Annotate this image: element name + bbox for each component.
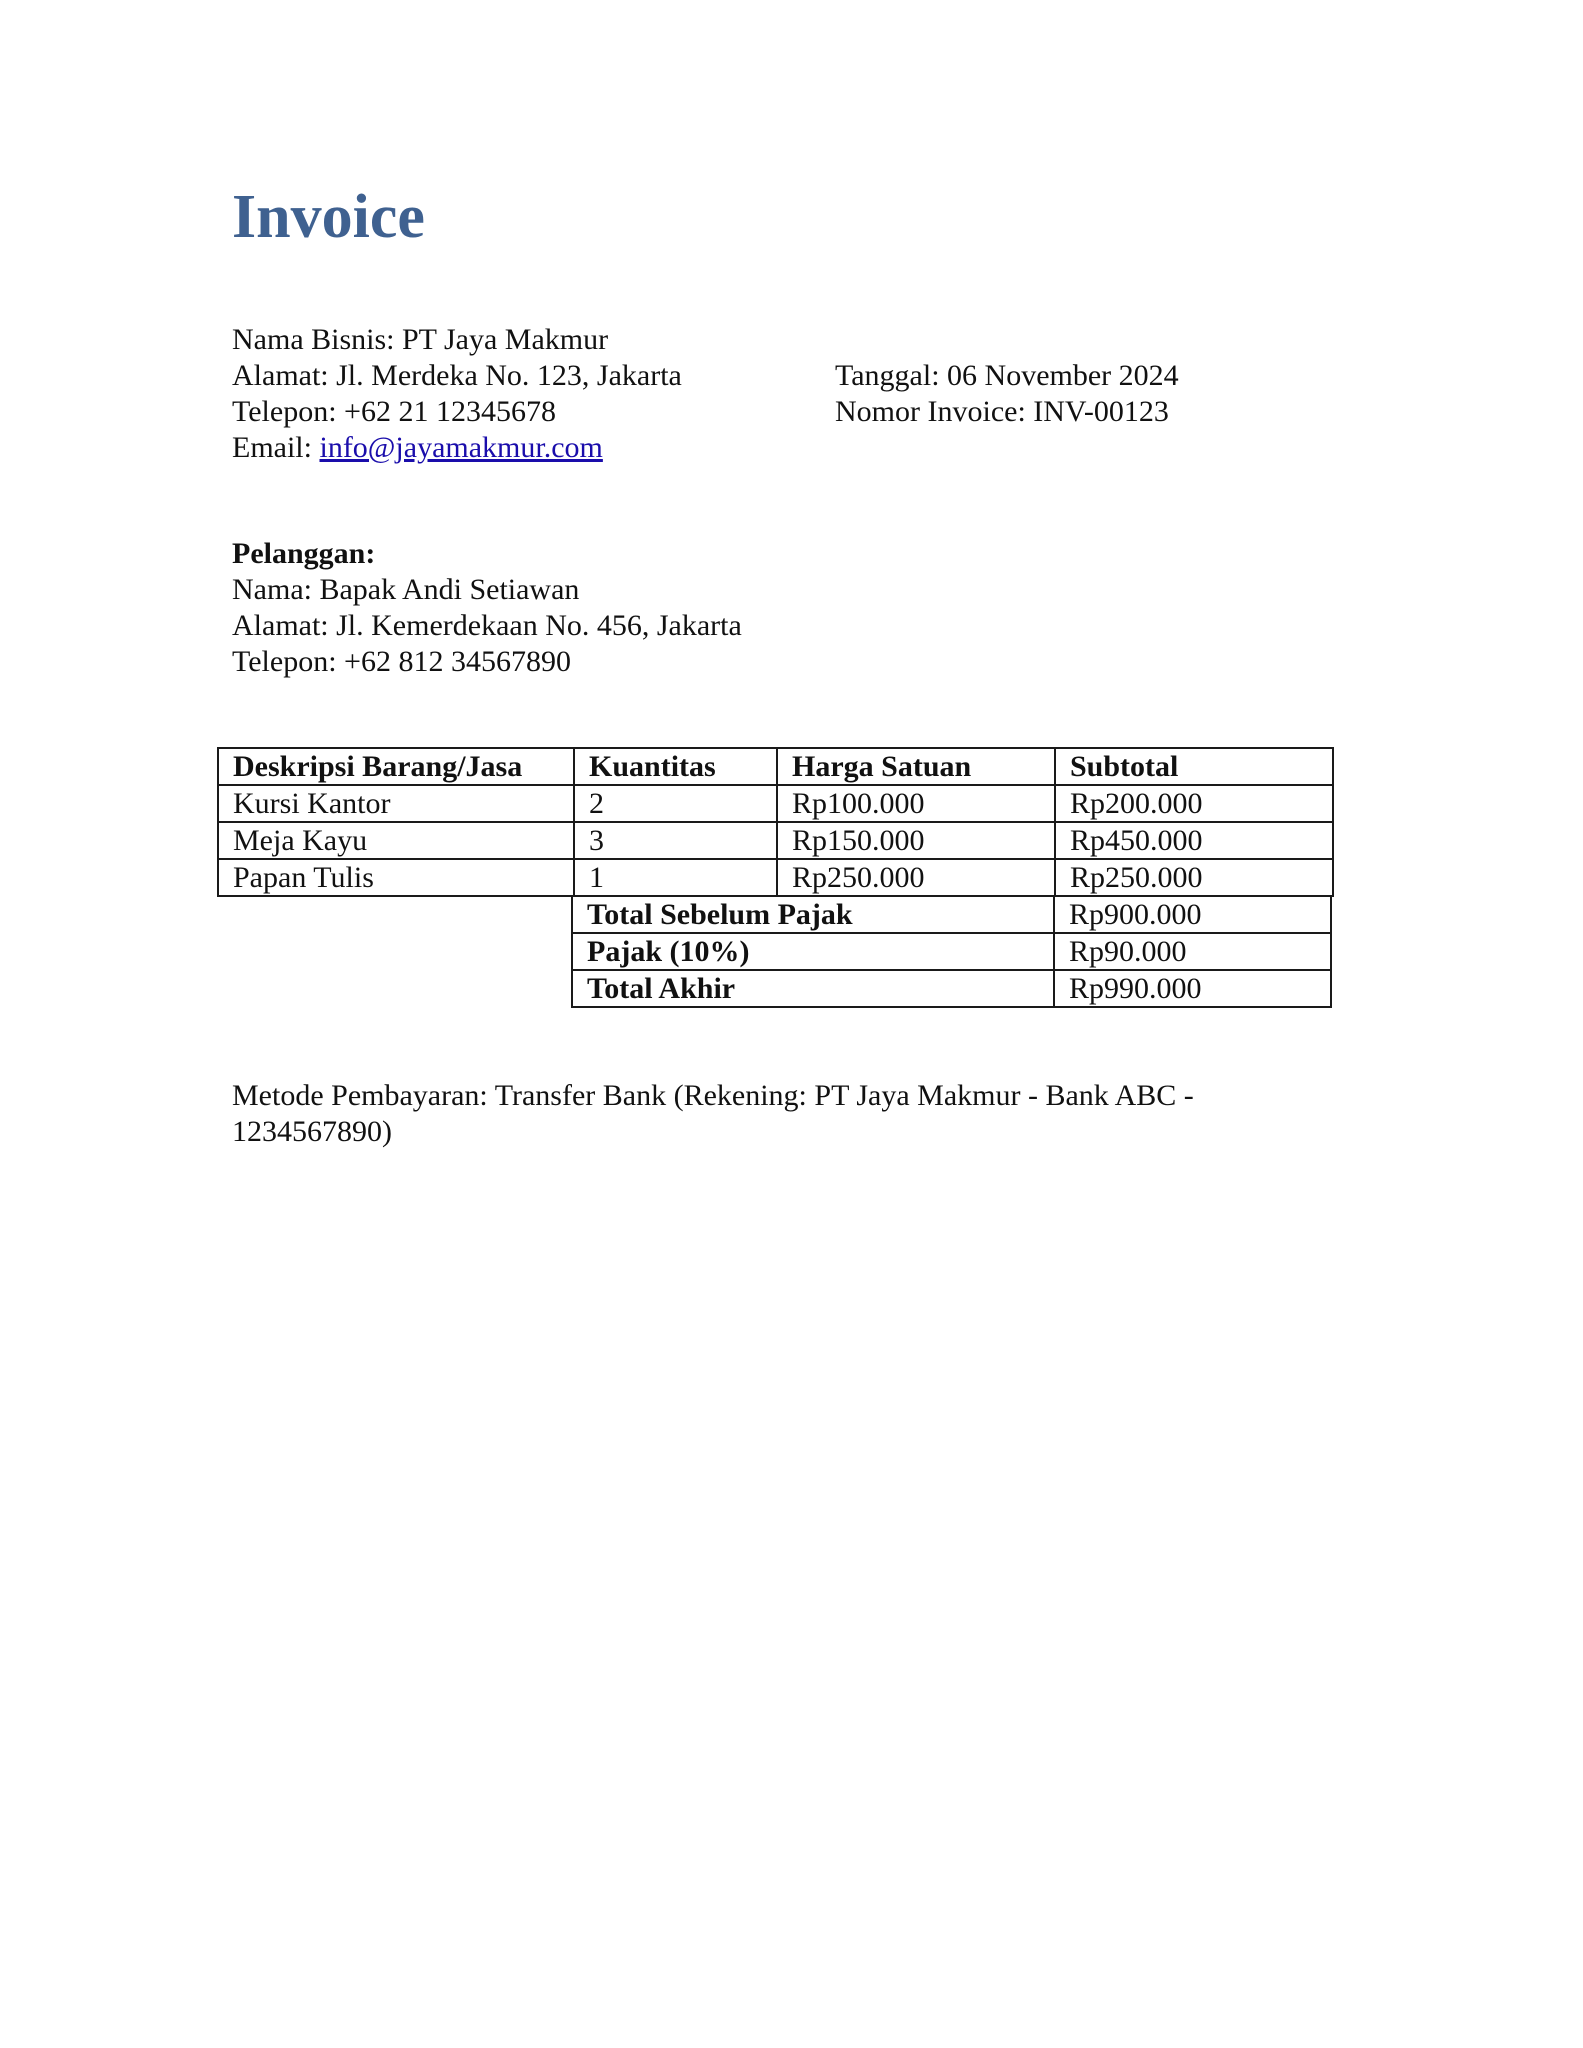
item-description: Papan Tulis — [218, 859, 574, 896]
item-unit-price: Rp150.000 — [777, 822, 1055, 859]
tax-value: Rp90.000 — [1054, 933, 1331, 970]
items-table — [217, 747, 1334, 897]
customer-name: Nama: Bapak Andi Setiawan — [232, 573, 580, 606]
total-before-tax-value: Rp900.000 — [1054, 896, 1331, 933]
totals-row — [572, 896, 1331, 933]
totals-row — [572, 970, 1331, 1007]
tax-label: Pajak (10%) — [572, 933, 1054, 970]
table-header-row — [218, 748, 1333, 785]
item-subtotal: Rp250.000 — [1055, 859, 1333, 896]
column-header-unit-price: Harga Satuan — [777, 748, 1055, 785]
table-row — [218, 785, 1333, 822]
item-description: Kursi Kantor — [218, 785, 574, 822]
business-name: Nama Bisnis: PT Jaya Makmur — [232, 323, 609, 356]
table-row — [218, 822, 1333, 859]
business-email-link[interactable]: info@jayamakmur.com — [319, 431, 603, 464]
business-info — [232, 322, 682, 466]
grand-total-label: Total Akhir — [572, 970, 1054, 1007]
grand-total-value: Rp990.000 — [1054, 970, 1331, 1007]
item-description: Meja Kayu — [218, 822, 574, 859]
business-address: Alamat: Jl. Merdeka No. 123, Jakarta — [232, 359, 682, 392]
business-phone: Telepon: +62 21 12345678 — [232, 395, 556, 428]
item-quantity: 3 — [574, 822, 777, 859]
customer-phone: Telepon: +62 812 34567890 — [232, 645, 571, 678]
invoice-meta — [835, 358, 1179, 430]
table-row — [218, 859, 1333, 896]
item-unit-price: Rp250.000 — [777, 859, 1055, 896]
customer-heading: Pelanggan: — [232, 537, 376, 570]
item-quantity: 1 — [574, 859, 777, 896]
item-subtotal: Rp450.000 — [1055, 822, 1333, 859]
totals-table — [571, 895, 1332, 1008]
totals-row — [572, 933, 1331, 970]
column-header-description: Deskripsi Barang/Jasa — [218, 748, 574, 785]
page-title: Invoice — [232, 183, 425, 251]
column-header-subtotal: Subtotal — [1055, 748, 1333, 785]
total-before-tax-label: Total Sebelum Pajak — [572, 896, 1054, 933]
invoice-date: Tanggal: 06 November 2024 — [835, 359, 1179, 392]
column-header-quantity: Kuantitas — [574, 748, 777, 785]
item-subtotal: Rp200.000 — [1055, 785, 1333, 822]
payment-method: Metode Pembayaran: Transfer Bank (Rekening: PT Jaya Makmur - Bank ABC - 1234567890) — [232, 1079, 1194, 1148]
item-quantity: 2 — [574, 785, 777, 822]
customer-info — [232, 536, 742, 680]
item-unit-price: Rp100.000 — [777, 785, 1055, 822]
business-email-label: Email: — [232, 431, 320, 464]
customer-address: Alamat: Jl. Kemerdekaan No. 456, Jakarta — [232, 609, 742, 642]
business-email-line — [232, 430, 682, 466]
invoice-number: Nomor Invoice: INV-00123 — [835, 395, 1169, 428]
